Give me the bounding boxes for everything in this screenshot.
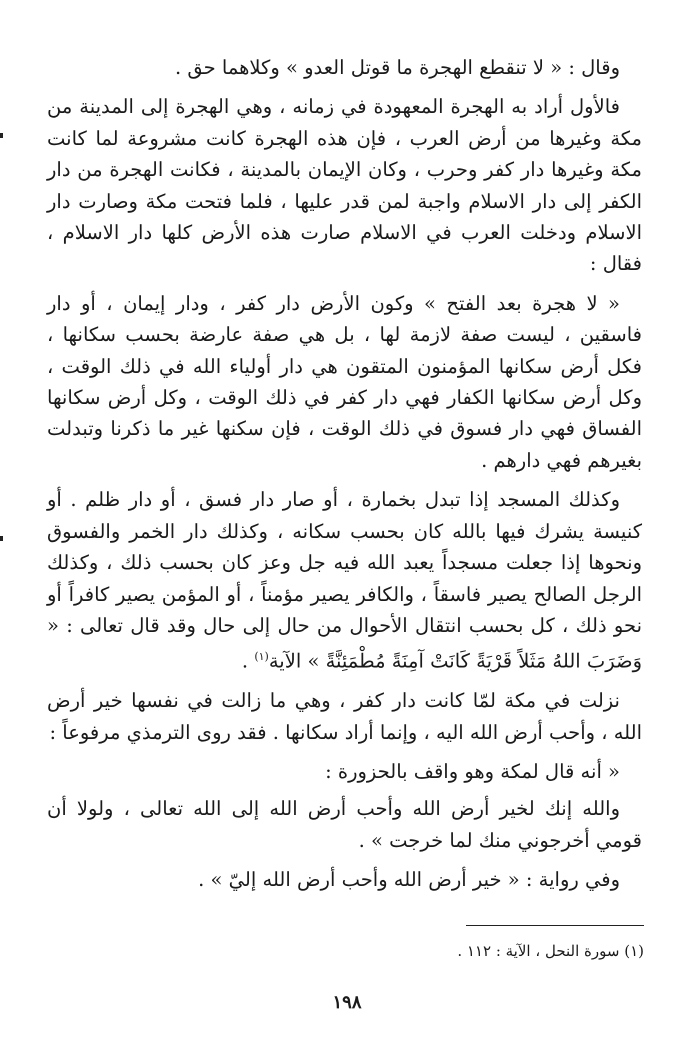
paragraph-4 <box>47 484 642 677</box>
paragraph-7: والله إنك لخير أرض الله وأحب أرض الله إلى الله تعالى ، ولولا أن قومي أخرجوني منك لما خرجت » . <box>47 797 642 852</box>
paragraph-4-text: وكذلك المسجد إذا تبدل بخمارة ، أو صار دار فسق ، أو دار ظلم . أو كنيسة يشرك فيها بالله كان بحسب سكانه ، وكذلك دار الخمر والفسوق ونحوها إذا جعلت مسجداً يعبد الله فيه جل وعز كان بحسب ذلك ، وكذلك الرجل الصالح يصير فاسقاً ، والكافر يصير مؤمناً ، أو المؤمن يصير كافراً أو نحو ذلك ، كل بحسب انتقال الأحوال من حال إلى حال وقد قال تعالى : « وَضَرَبَ اللهُ مَثَلاً قَرْيَةً كَانَتْ آمِنَةً مُطْمَئِنَّةً » الآية <box>47 488 642 673</box>
footnote: (١) سورة النحل ، الآية : ١١٢ . <box>457 942 644 960</box>
paragraph-5: نزلت في مكة لمّا كانت دار كفر ، وهي ما زالت في نفسها خير أرض الله ، وأحب أرض الله اليه ، وإنما أراد سكانها . فقد روى الترمذي مرفوعاً : <box>47 689 642 744</box>
paragraph-6: « أنه قال لمكة وهو واقف بالحزورة : <box>325 760 620 784</box>
paragraph-3: « لا هجرة بعد الفتح » وكون الأرض دار كفر ، ودار إيمان ، أو دار فاسقين ، ليست صفة لازمة لها ، بل هي صفة عارضة بحسب سكانها ، فكل أرض سكانها المؤمنون المتقون هي دار أولياء الله في ذلك الوقت ، وكل أرض سكانها الكفار فهي دار كفر في ذلك الوقت ، وكل أرض سكانها الفساق فهي دار فسوق في ذلك الوقت ، فإن سكنها غير ما ذكرنا وتبدلت بغيرهم فهي دارهم . <box>47 291 642 472</box>
footnote-divider <box>466 925 644 926</box>
page-body <box>47 52 642 904</box>
margin-mark <box>0 536 3 541</box>
paragraph-2: فالأول أراد به الهجرة المعهودة في زمانه ، وهي الهجرة إلى المدينة من مكة وغيرها من أرض العرب ، فإن هذه الهجرة كانت مشروعة لما كانت مكة وغيرها دار كفر وحرب ، وكان الإيمان بالمدينة ، فكانت الهجرة من دار الكفر إلى دار الاسلام واجبة لمن قدر عليها ، فلما فتحت مكة وصارت دار الاسلام ودخلت العرب في الاسلام صارت هذه الأرض كلها دار الاسلام ، فقال : <box>47 95 642 276</box>
footnote-marker: (١) <box>254 650 269 664</box>
paragraph-4-tail: . <box>241 649 255 673</box>
margin-mark <box>0 133 3 138</box>
paragraph-8: وفي رواية : « خير أرض الله وأحب أرض الله إليّ » . <box>198 868 620 892</box>
page-number: ١٩٨ <box>332 992 362 1013</box>
paragraph-1: وقال : « لا تنقطع الهجرة ما قوتل العدو » وكلاهما حق . <box>175 56 620 79</box>
